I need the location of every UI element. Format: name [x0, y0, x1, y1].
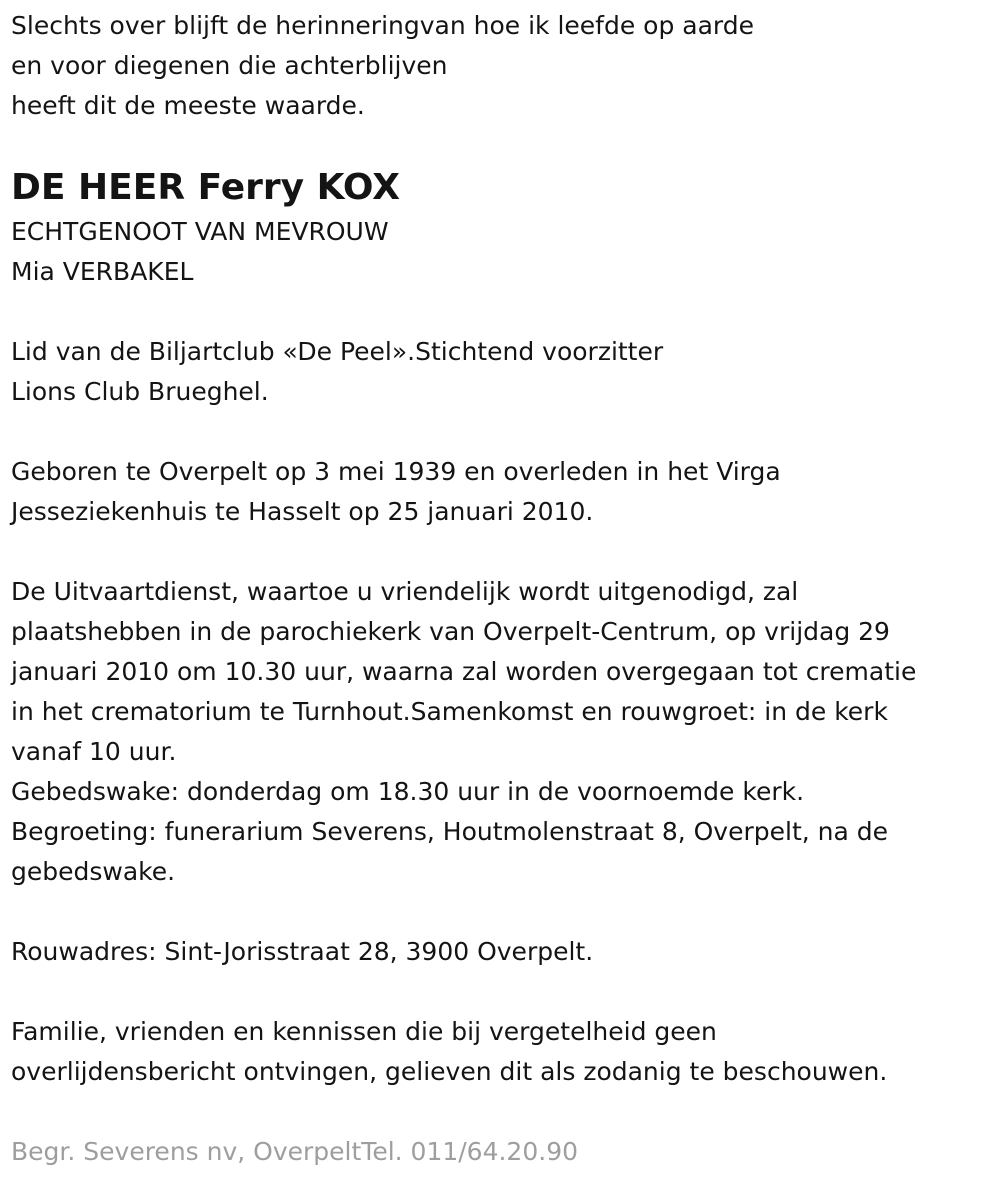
notice-line: Familie, vrienden en kennissen die bij vergetelheid geen — [11, 1017, 717, 1046]
spacer — [11, 412, 986, 452]
poem-line: en voor diegenen die achterblijven — [11, 51, 448, 80]
spacer — [11, 972, 986, 1012]
mourning-address: Rouwadres: Sint-Jorisstraat 28, 3900 Overpelt. — [11, 937, 594, 966]
spacer — [11, 1092, 986, 1132]
poem — [11, 6, 986, 126]
family-notice — [11, 1012, 986, 1092]
affiliations — [11, 332, 986, 412]
spacer — [11, 892, 986, 932]
greeting-line: gebedswake. — [11, 857, 176, 886]
funeral-line: januari 2010 om 10.30 uur, waarna zal worden overgegaan tot crematie — [11, 657, 917, 686]
spouse-name: Mia VERBAKEL — [11, 257, 194, 286]
funeral-line: De Uitvaartdienst, waartoe u vriendelijk wordt uitgenodigd, zal — [11, 577, 799, 606]
affiliation-line: Lid van de Biljartclub «De Peel».Stichtend voorzitter — [11, 337, 664, 366]
notice-line: overlijdensbericht ontvingen, gelieven dit als zodanig te beschouwen. — [11, 1057, 888, 1086]
funeral-line: vanaf 10 uur. — [11, 737, 177, 766]
affiliation-line: Lions Club Brueghel. — [11, 377, 269, 406]
spouse-title: ECHTGENOOT VAN MEVROUW — [11, 217, 389, 246]
funeral-home-footer: Begr. Severens nv, OverpeltTel. 011/64.20.90 — [11, 1137, 579, 1166]
funeral-line: in het crematorium te Turnhout.Samenkomst en rouwgroet: in de kerk — [11, 697, 888, 726]
birth-death-details — [11, 452, 986, 532]
poem-line: heeft dit de meeste waarde. — [11, 91, 365, 120]
spacer — [11, 292, 986, 332]
obituary-notice — [11, 6, 986, 1172]
funeral-line: plaatshebben in de parochiekerk van Overpelt-Centrum, op vrijdag 29 — [11, 617, 890, 646]
funeral-details — [11, 572, 986, 892]
birth-death-line: Geboren te Overpelt op 3 mei 1939 en overleden in het Virga — [11, 457, 781, 486]
poem-line: Slechts over blijft de herinneringvan hoe ik leefde op aarde — [11, 11, 755, 40]
spacer — [11, 532, 986, 572]
deceased-name: DE HEER Ferry KOX — [11, 167, 400, 208]
birth-death-line: Jesseziekenhuis te Hasselt op 25 januari 2010. — [11, 497, 594, 526]
prayer-vigil-line: Gebedswake: donderdag om 18.30 uur in de voornoemde kerk. — [11, 777, 805, 806]
greeting-line: Begroeting: funerarium Severens, Houtmolenstraat 8, Overpelt, na de — [11, 817, 889, 846]
